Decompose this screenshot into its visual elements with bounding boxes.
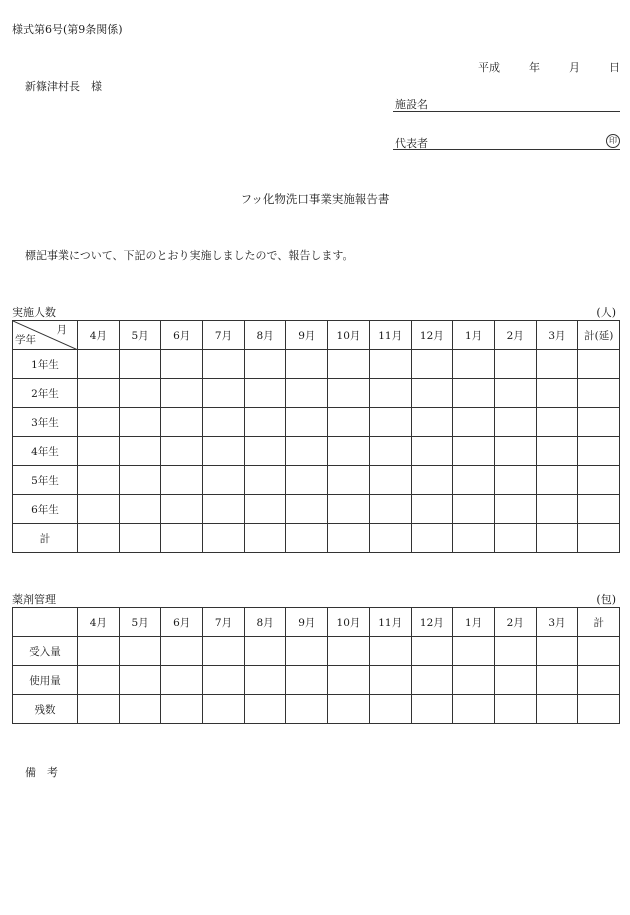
corner-grade-label: 学年 [15, 334, 36, 346]
entry-cell[interactable] [369, 695, 411, 724]
corner-month-label: 月 [56, 324, 67, 336]
entry-cell[interactable] [328, 524, 370, 553]
entry-cell[interactable] [244, 524, 286, 553]
month-header: 10月 [328, 608, 370, 637]
entry-cell[interactable] [411, 524, 453, 553]
entry-cell[interactable] [411, 495, 453, 524]
entry-cell[interactable] [494, 524, 536, 553]
table-row [13, 495, 620, 524]
entry-cell[interactable] [578, 437, 620, 466]
entry-cell[interactable] [119, 466, 161, 495]
table-row [13, 379, 620, 408]
month-header: 3月 [536, 321, 578, 350]
table-row [13, 408, 620, 437]
entry-cell[interactable] [369, 466, 411, 495]
entry-cell[interactable] [119, 524, 161, 553]
entry-cell[interactable] [411, 466, 453, 495]
entry-cell[interactable] [119, 637, 161, 666]
facility-label: 施設名 [395, 98, 428, 111]
date-era: 平成 [478, 61, 500, 74]
entry-cell[interactable] [328, 466, 370, 495]
entry-cell[interactable] [453, 408, 495, 437]
attendance-table [12, 320, 620, 553]
entry-cell[interactable] [286, 408, 328, 437]
entry-cell[interactable] [494, 466, 536, 495]
entry-cell[interactable] [536, 437, 578, 466]
entry-cell[interactable] [286, 350, 328, 379]
entry-cell[interactable] [244, 350, 286, 379]
entry-cell[interactable] [494, 495, 536, 524]
section1-unit: (人) [596, 306, 616, 319]
entry-cell[interactable] [203, 379, 245, 408]
section2-unit: (包) [596, 593, 616, 606]
entry-cell[interactable] [453, 637, 495, 666]
total-header: 計(延) [578, 321, 620, 350]
entry-cell[interactable] [411, 350, 453, 379]
table-row [13, 524, 620, 553]
month-header: 6月 [161, 608, 203, 637]
entry-cell[interactable] [494, 350, 536, 379]
entry-cell[interactable] [244, 437, 286, 466]
entry-cell[interactable] [411, 637, 453, 666]
table-row [13, 695, 620, 724]
entry-cell[interactable] [203, 350, 245, 379]
entry-cell[interactable] [411, 695, 453, 724]
entry-cell[interactable] [78, 350, 120, 379]
entry-cell[interactable] [578, 379, 620, 408]
entry-cell[interactable] [203, 637, 245, 666]
entry-cell[interactable] [161, 408, 203, 437]
remarks-label: 備 考 [25, 766, 58, 779]
entry-cell[interactable] [578, 408, 620, 437]
entry-cell[interactable] [119, 695, 161, 724]
entry-cell[interactable] [494, 437, 536, 466]
entry-cell[interactable] [119, 437, 161, 466]
entry-cell[interactable] [203, 437, 245, 466]
row-label: 計 [13, 524, 78, 553]
month-header: 2月 [494, 608, 536, 637]
entry-cell[interactable] [578, 666, 620, 695]
entry-cell[interactable] [161, 666, 203, 695]
entry-cell[interactable] [78, 695, 120, 724]
entry-cell[interactable] [536, 408, 578, 437]
entry-cell[interactable] [78, 408, 120, 437]
entry-cell[interactable] [578, 466, 620, 495]
entry-cell[interactable] [369, 637, 411, 666]
entry-cell[interactable] [328, 666, 370, 695]
row-label: 4年生 [13, 437, 78, 466]
entry-cell[interactable] [453, 350, 495, 379]
entry-cell[interactable] [328, 637, 370, 666]
entry-cell[interactable] [453, 695, 495, 724]
entry-cell[interactable] [369, 524, 411, 553]
date-day: 日 [609, 61, 620, 74]
entry-cell[interactable] [494, 408, 536, 437]
medicine-table [12, 607, 620, 724]
entry-cell[interactable] [286, 524, 328, 553]
row-label: 5年生 [13, 466, 78, 495]
entry-cell[interactable] [411, 666, 453, 695]
entry-cell[interactable] [536, 524, 578, 553]
addressee: 新篠津村長 様 [25, 80, 102, 93]
entry-cell[interactable] [411, 379, 453, 408]
entry-cell[interactable] [119, 379, 161, 408]
entry-cell[interactable] [328, 408, 370, 437]
month-header: 7月 [203, 608, 245, 637]
month-header: 5月 [119, 608, 161, 637]
entry-cell[interactable] [244, 637, 286, 666]
month-header: 5月 [119, 321, 161, 350]
month-header: 10月 [328, 321, 370, 350]
entry-cell[interactable] [328, 695, 370, 724]
section1-title: 実施人数 [12, 306, 56, 319]
row-label: 使用量 [13, 666, 78, 695]
entry-cell[interactable] [286, 437, 328, 466]
entry-cell[interactable] [453, 666, 495, 695]
table-row [13, 637, 620, 666]
entry-cell[interactable] [578, 495, 620, 524]
entry-cell[interactable] [494, 379, 536, 408]
entry-cell[interactable] [494, 666, 536, 695]
body-text: 標記事業について、下記のとおり実施しましたので、報告します。 [25, 249, 354, 262]
entry-cell[interactable] [244, 695, 286, 724]
entry-cell[interactable] [411, 408, 453, 437]
entry-cell[interactable] [119, 408, 161, 437]
entry-cell[interactable] [119, 350, 161, 379]
entry-cell[interactable] [369, 350, 411, 379]
entry-cell[interactable] [453, 437, 495, 466]
entry-cell[interactable] [411, 437, 453, 466]
entry-cell[interactable] [369, 408, 411, 437]
entry-cell[interactable] [161, 524, 203, 553]
entry-cell[interactable] [203, 495, 245, 524]
entry-cell[interactable] [203, 524, 245, 553]
month-header: 12月 [411, 608, 453, 637]
entry-cell[interactable] [203, 695, 245, 724]
entry-cell[interactable] [578, 695, 620, 724]
table-row [13, 437, 620, 466]
date-line [478, 59, 620, 75]
entry-cell[interactable] [161, 695, 203, 724]
entry-cell[interactable] [328, 350, 370, 379]
entry-cell[interactable] [203, 408, 245, 437]
total-header: 計 [578, 608, 620, 637]
entry-cell[interactable] [286, 695, 328, 724]
seal-icon: 印 [606, 134, 620, 148]
entry-cell[interactable] [286, 637, 328, 666]
entry-cell[interactable] [536, 695, 578, 724]
entry-cell[interactable] [244, 408, 286, 437]
representative-label: 代表者 [395, 137, 428, 150]
entry-cell[interactable] [161, 466, 203, 495]
entry-cell[interactable] [119, 666, 161, 695]
entry-cell[interactable] [161, 350, 203, 379]
table-row [13, 350, 620, 379]
form-number: 様式第6号(第9条関係) [12, 23, 123, 36]
blank-corner-header [13, 608, 78, 637]
entry-cell[interactable] [244, 495, 286, 524]
entry-cell[interactable] [453, 524, 495, 553]
entry-cell[interactable] [536, 466, 578, 495]
entry-cell[interactable] [536, 350, 578, 379]
entry-cell[interactable] [369, 495, 411, 524]
month-header: 4月 [78, 608, 120, 637]
entry-cell[interactable] [369, 666, 411, 695]
month-header: 1月 [453, 608, 495, 637]
entry-cell[interactable] [161, 495, 203, 524]
entry-cell[interactable] [578, 350, 620, 379]
month-header: 9月 [286, 608, 328, 637]
entry-cell[interactable] [78, 524, 120, 553]
entry-cell[interactable] [578, 637, 620, 666]
entry-cell[interactable] [78, 379, 120, 408]
entry-cell[interactable] [328, 437, 370, 466]
entry-cell[interactable] [119, 495, 161, 524]
entry-cell[interactable] [453, 495, 495, 524]
month-header: 11月 [369, 608, 411, 637]
month-header: 7月 [203, 321, 245, 350]
seal-mark [606, 134, 620, 148]
entry-cell[interactable] [286, 495, 328, 524]
month-header: 12月 [411, 321, 453, 350]
entry-cell[interactable] [369, 379, 411, 408]
entry-cell[interactable] [286, 379, 328, 408]
entry-cell[interactable] [78, 666, 120, 695]
row-label: 6年生 [13, 495, 78, 524]
entry-cell[interactable] [536, 637, 578, 666]
entry-cell[interactable] [328, 379, 370, 408]
month-header: 4月 [78, 321, 120, 350]
representative-underline [393, 149, 620, 150]
row-label: 残数 [13, 695, 78, 724]
entry-cell[interactable] [203, 666, 245, 695]
entry-cell[interactable] [203, 466, 245, 495]
entry-cell[interactable] [494, 637, 536, 666]
month-header: 9月 [286, 321, 328, 350]
entry-cell[interactable] [536, 666, 578, 695]
entry-cell[interactable] [161, 637, 203, 666]
entry-cell[interactable] [286, 466, 328, 495]
document-title: フッ化物洗口事業実施報告書 [240, 192, 390, 206]
month-header: 8月 [244, 608, 286, 637]
row-label: 3年生 [13, 408, 78, 437]
entry-cell[interactable] [453, 379, 495, 408]
entry-cell[interactable] [536, 379, 578, 408]
section2-title: 薬剤管理 [12, 593, 56, 606]
entry-cell[interactable] [453, 466, 495, 495]
entry-cell[interactable] [286, 666, 328, 695]
entry-cell[interactable] [244, 666, 286, 695]
row-label: 受入量 [13, 637, 78, 666]
month-header: 2月 [494, 321, 536, 350]
table-row [13, 466, 620, 495]
month-header: 3月 [536, 608, 578, 637]
entry-cell[interactable] [369, 437, 411, 466]
month-header: 6月 [161, 321, 203, 350]
entry-cell[interactable] [161, 379, 203, 408]
entry-cell[interactable] [536, 495, 578, 524]
corner-header [13, 321, 78, 350]
entry-cell[interactable] [78, 495, 120, 524]
entry-cell[interactable] [161, 437, 203, 466]
row-label: 2年生 [13, 379, 78, 408]
entry-cell[interactable] [494, 695, 536, 724]
entry-cell[interactable] [244, 379, 286, 408]
entry-cell[interactable] [328, 495, 370, 524]
entry-cell[interactable] [78, 437, 120, 466]
entry-cell[interactable] [78, 466, 120, 495]
table-row [13, 666, 620, 695]
entry-cell[interactable] [578, 524, 620, 553]
entry-cell[interactable] [78, 637, 120, 666]
row-label: 1年生 [13, 350, 78, 379]
month-header: 8月 [244, 321, 286, 350]
entry-cell[interactable] [244, 466, 286, 495]
month-header: 11月 [369, 321, 411, 350]
facility-underline [393, 111, 620, 112]
month-header: 1月 [453, 321, 495, 350]
date-month: 月 [569, 61, 580, 74]
date-year: 年 [529, 61, 540, 74]
